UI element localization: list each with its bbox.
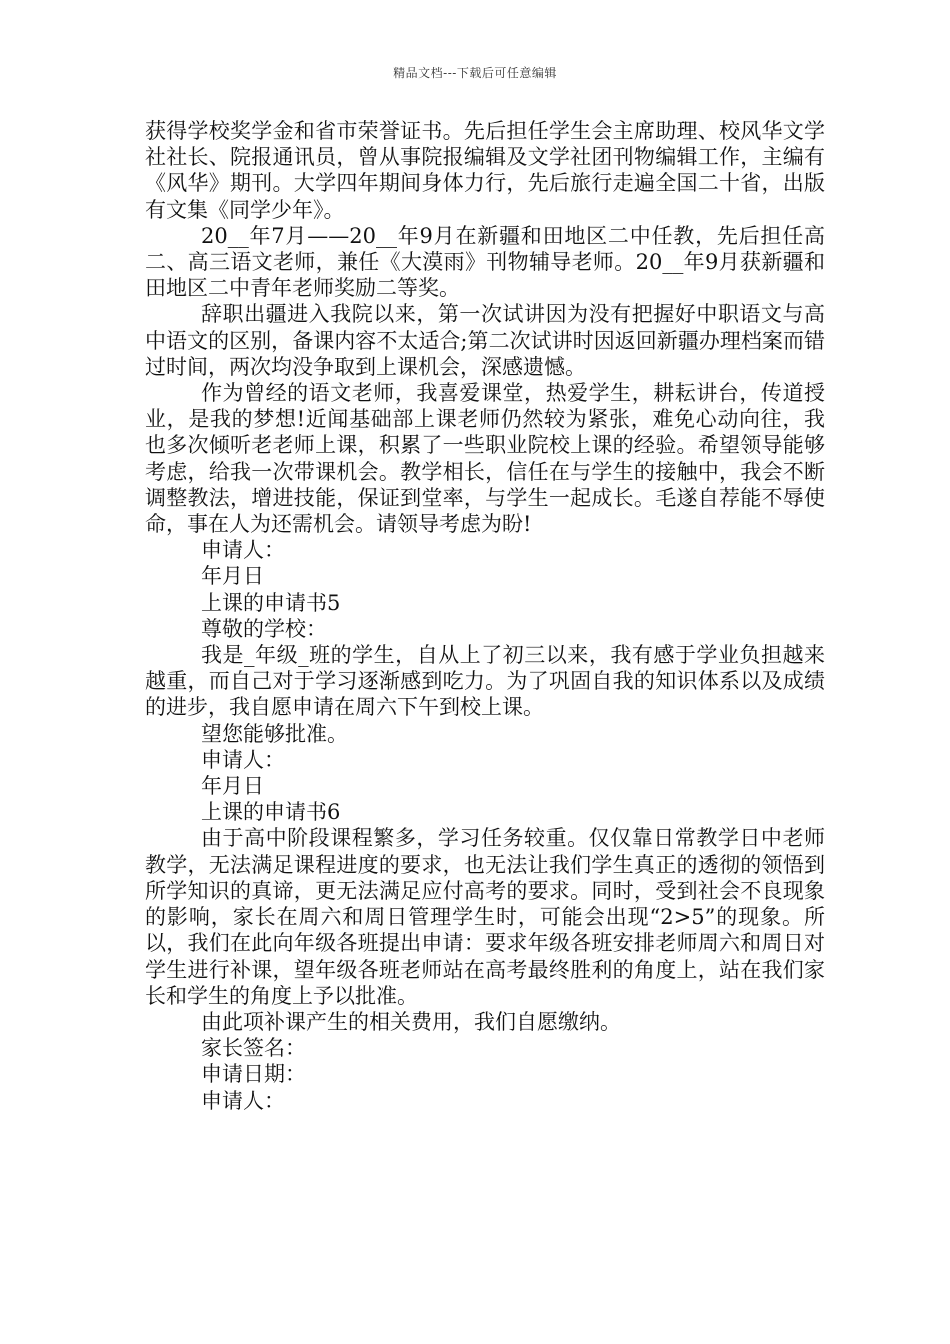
paragraph-approval-hope: 望您能够批准。: [201, 721, 348, 746]
signature-applicant-label: 申请人：: [201, 1088, 285, 1113]
signature-application-date-label: 申请日期：: [201, 1062, 306, 1087]
paragraph-trial-lectures: 辞职出疆进入我院以来，第一次试讲因为没有把握好中职语文与高中语文的区别，备课内容不太适合;第二次试讲时因返回新疆办理档案而错过时间，两次均没争取到上课机会，深感遗憾。: [145, 302, 825, 379]
paragraph-student-request: 我是_年级_班的学生，自从上了初三以来，我有感于学业负担越来越重，而自己对于学习逐渐感到吃力。为了巩固自我的知识体系以及成绩的进步，我自愿申请在周六下午到校上课。: [145, 643, 825, 720]
signature-applicant-label: 申请人：: [201, 538, 285, 563]
signature-date-label: 年月日: [201, 774, 264, 799]
section-heading-5: 上课的申请书5: [201, 590, 341, 615]
paragraph-work-history: 20__年7月——20__年9月在新疆和田地区二中任教，先后担任高二、高三语文老师，兼任《大漠雨》刊物辅导老师。20__年9月获新疆和田地区二中青年老师奖励二等奖。: [145, 223, 825, 301]
paragraph-fees: 由此项补课产生的相关费用，我们自愿缴纳。: [201, 1009, 621, 1034]
signature-date-label: 年月日: [201, 564, 264, 589]
paragraph-parents-request: 由于高中阶段课程繁多，学习任务较重。仅仅靠日常教学日中老师教学，无法满足课程进度的要求，也无法让我们学生真正的透彻的领悟到所学知识的真谛，更无法满足应付高考的要求。同时，受到社会不良现象的影响，家长在周六和周日管理学生时，可能会出现“2>5”的现象。所以，我们在此向年级各班提出申请：要求年级各班安排老师周六和周日对学生进行补课，望年级各班老师站在高考最终胜利的角度上，站在我们家长和学生的角度上予以批准。: [145, 826, 825, 1008]
salutation: 尊敬的学校：: [201, 616, 327, 641]
page-header: 精品文档---下载后可任意编辑: [393, 66, 557, 80]
paragraph-request-reason: 作为曾经的语文老师，我喜爱课堂，热爱学生，耕耘讲台，传道授业，是我的梦想!近闻基础部上课老师仍然较为紧张，难免心动向往，我也多次倾听老老师上课，积累了一些职业院校上课的经验。希望领导能够考虑，给我一次带课机会。教学相长，信任在与学生的接触中，我会不断调整教法，增进技能，保证到堂率，与学生一起成长。毛遂自荐能不辱使命，事在人为还需机会。请领导考虑为盼!: [145, 381, 825, 537]
section-heading-6: 上课的申请书6: [201, 800, 341, 825]
signature-applicant-label: 申请人：: [201, 747, 285, 772]
document-body: [145, 118, 825, 1114]
paragraph-achievements: 获得学校奖学金和省市荣誉证书。先后担任学生会主席助理、校风华文学社社长、院报通讯员，曾从事院报编辑及文学社团刊物编辑工作，主编有《风华》期刊。大学四年期间身体力行，先后旅行走遍全国二十省，出版有文集《同学少年》。: [145, 119, 825, 222]
signature-parent-label: 家长签名：: [201, 1036, 306, 1061]
